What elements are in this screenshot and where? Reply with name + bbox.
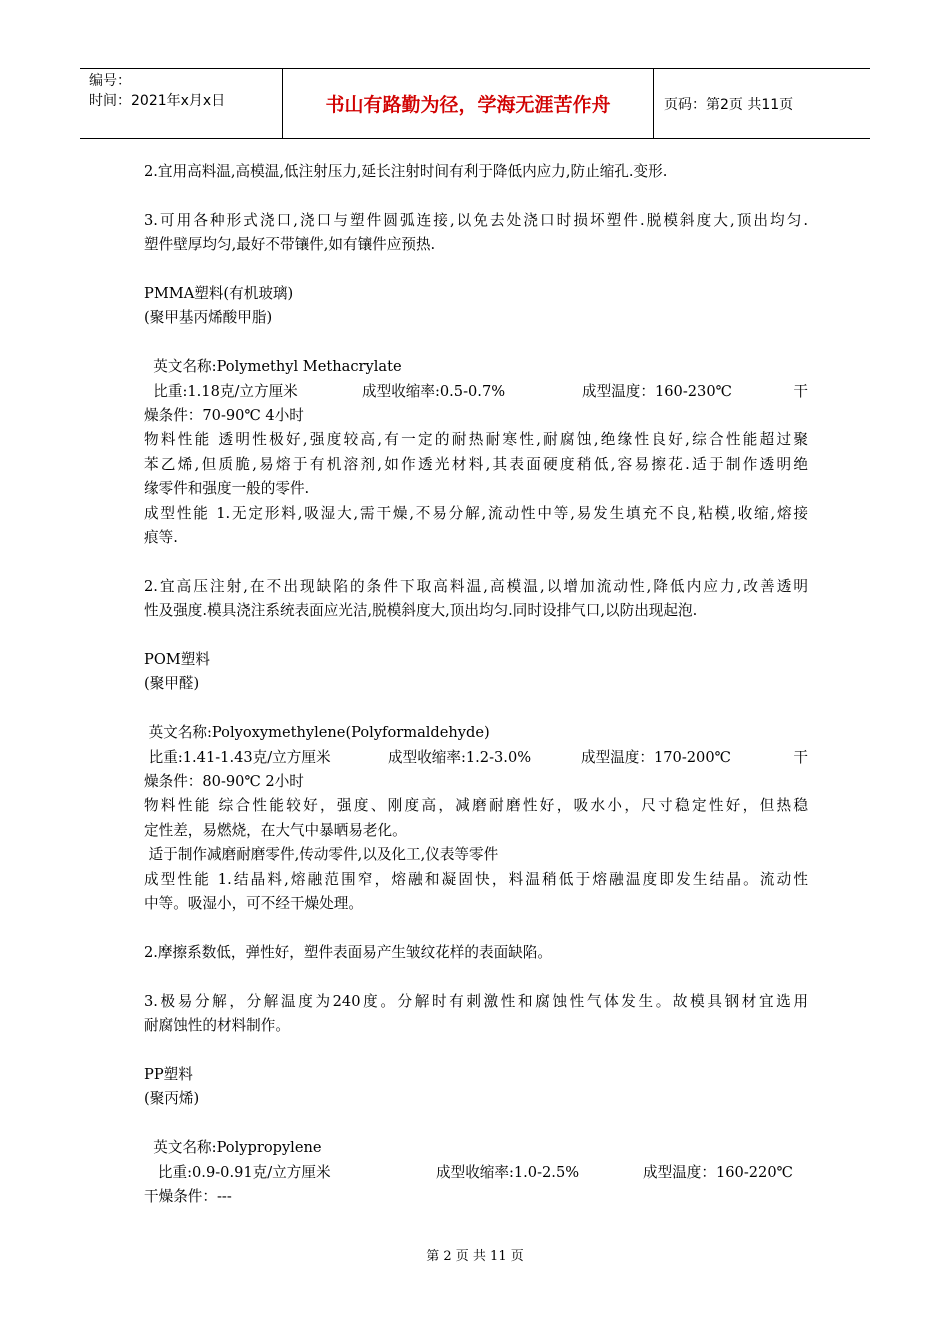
header-meta (80, 69, 282, 138)
section-title-pp: PP塑料 (144, 1065, 193, 1083)
paragraph: 中等。吸湿小，可不经干燥处理。 (144, 895, 363, 913)
spec-row: 比重:1.41-1.43克/立方厘米 成型收缩率:1.2-3.0% 成型温度：170-200℃ 干 (144, 748, 808, 766)
document-body (144, 160, 808, 1209)
spec-row: 比重:0.9-0.91克/立方厘米 成型收缩率:1.0-2.5% 成型温度：160-220℃ (144, 1163, 793, 1181)
english-name: 英文名称:Polymethyl Methacrylate (144, 358, 402, 376)
paragraph: 缘零件和强度一般的零件. (144, 480, 310, 498)
page-footer: 第 2 页 共 11 页 (426, 1249, 524, 1264)
paragraph: 3.极易分解，分解温度为240度。分解时有刺激性和腐蚀性气体发生。故模具钢材宜选用 (144, 992, 808, 1010)
paragraph: 苯乙烯,但质脆,易熔于有机溶剂,如作透光材料,其表面硬度稍低,容易擦花.适于制作透明绝 (144, 455, 808, 473)
header-page-label: 页码：第2页 共11页 (664, 96, 794, 113)
paragraph: 成型性能 1.结晶料,熔融范围窄，熔融和凝固快，料温稍低于熔融温度即发生结晶。流动性 (144, 870, 808, 888)
section-title-pmma: PMMA塑料(有机玻璃) (144, 285, 294, 302)
section-subtitle-pmma: (聚甲基丙烯酸甲脂) (144, 309, 273, 327)
header-table (80, 68, 870, 139)
paragraph: 痕等. (144, 529, 178, 547)
section-subtitle-pom: (聚甲醛) (144, 675, 200, 693)
paragraph: 2.宜高压注射,在不出现缺陷的条件下取高料温,高模温,以增加流动性,降低内应力,改善透明 (144, 577, 808, 595)
paragraph: 3.可用各种形式浇口,浇口与塑件圆弧连接,以免去处浇口时损坏塑件.脱模斜度大,顶出均匀. (144, 211, 808, 229)
paragraph: 2.宜用高料温,高模温,低注射压力,延长注射时间有利于降低内应力,防止缩孔.变形. (144, 163, 668, 180)
dry-condition: 燥条件：80-90℃ 2小时 (144, 773, 304, 791)
spec-row: 比重:1.18克/立方厘米 成型收缩率:0.5-0.7% 成型温度：160-230℃ 干 (144, 382, 808, 400)
dry-condition: 燥条件：70-90℃ 4小时 (144, 407, 304, 425)
paragraph: 成型性能 1.无定形料,吸湿大,需干燥,不易分解,流动性中等,易发生填充不良,粘模,收缩,熔接 (144, 504, 808, 522)
paragraph: 耐腐蚀性的材料制作。 (144, 1017, 290, 1035)
section-subtitle-pp: (聚丙烯) (144, 1090, 200, 1108)
paragraph: 2.摩擦系数低，弹性好，塑件表面易产生皱纹花样的表面缺陷。 (144, 943, 552, 961)
paragraph: 性及强度.模具浇注系统表面应光洁,脱模斜度大,顶出均匀.同时设排气口,以防出现起泡. (144, 602, 698, 620)
header-motto: 书山有路勤为径，学海无涯苦作舟 (282, 69, 654, 138)
paragraph: 适于制作减磨耐磨零件,传动零件,以及化工,仪表等零件 (144, 846, 499, 864)
paragraph: 物料性能 综合性能较好，强度、刚度高，减磨耐磨性好，吸水小，尺寸稳定性好，但热稳 (144, 797, 808, 815)
date-label: 时间：2021年x月x日 (89, 93, 226, 109)
number-label: 编号： (89, 73, 131, 89)
english-name: 英文名称:Polyoxymethylene(Polyformaldehyde) (144, 724, 490, 742)
paragraph: 塑件壁厚均匀,最好不带镶件,如有镶件应预热. (144, 236, 436, 254)
section-title-pom: POM塑料 (144, 651, 210, 669)
dry-condition: 干燥条件：--- (144, 1187, 232, 1205)
paragraph: 定性差，易燃烧，在大气中暴晒易老化。 (144, 821, 407, 839)
paragraph: 物料性能 透明性极好,强度较高,有一定的耐热耐寒性,耐腐蚀,绝缘性良好,综合性能超过聚 (144, 431, 808, 449)
english-name: 英文名称:Polypropylene (144, 1139, 322, 1157)
